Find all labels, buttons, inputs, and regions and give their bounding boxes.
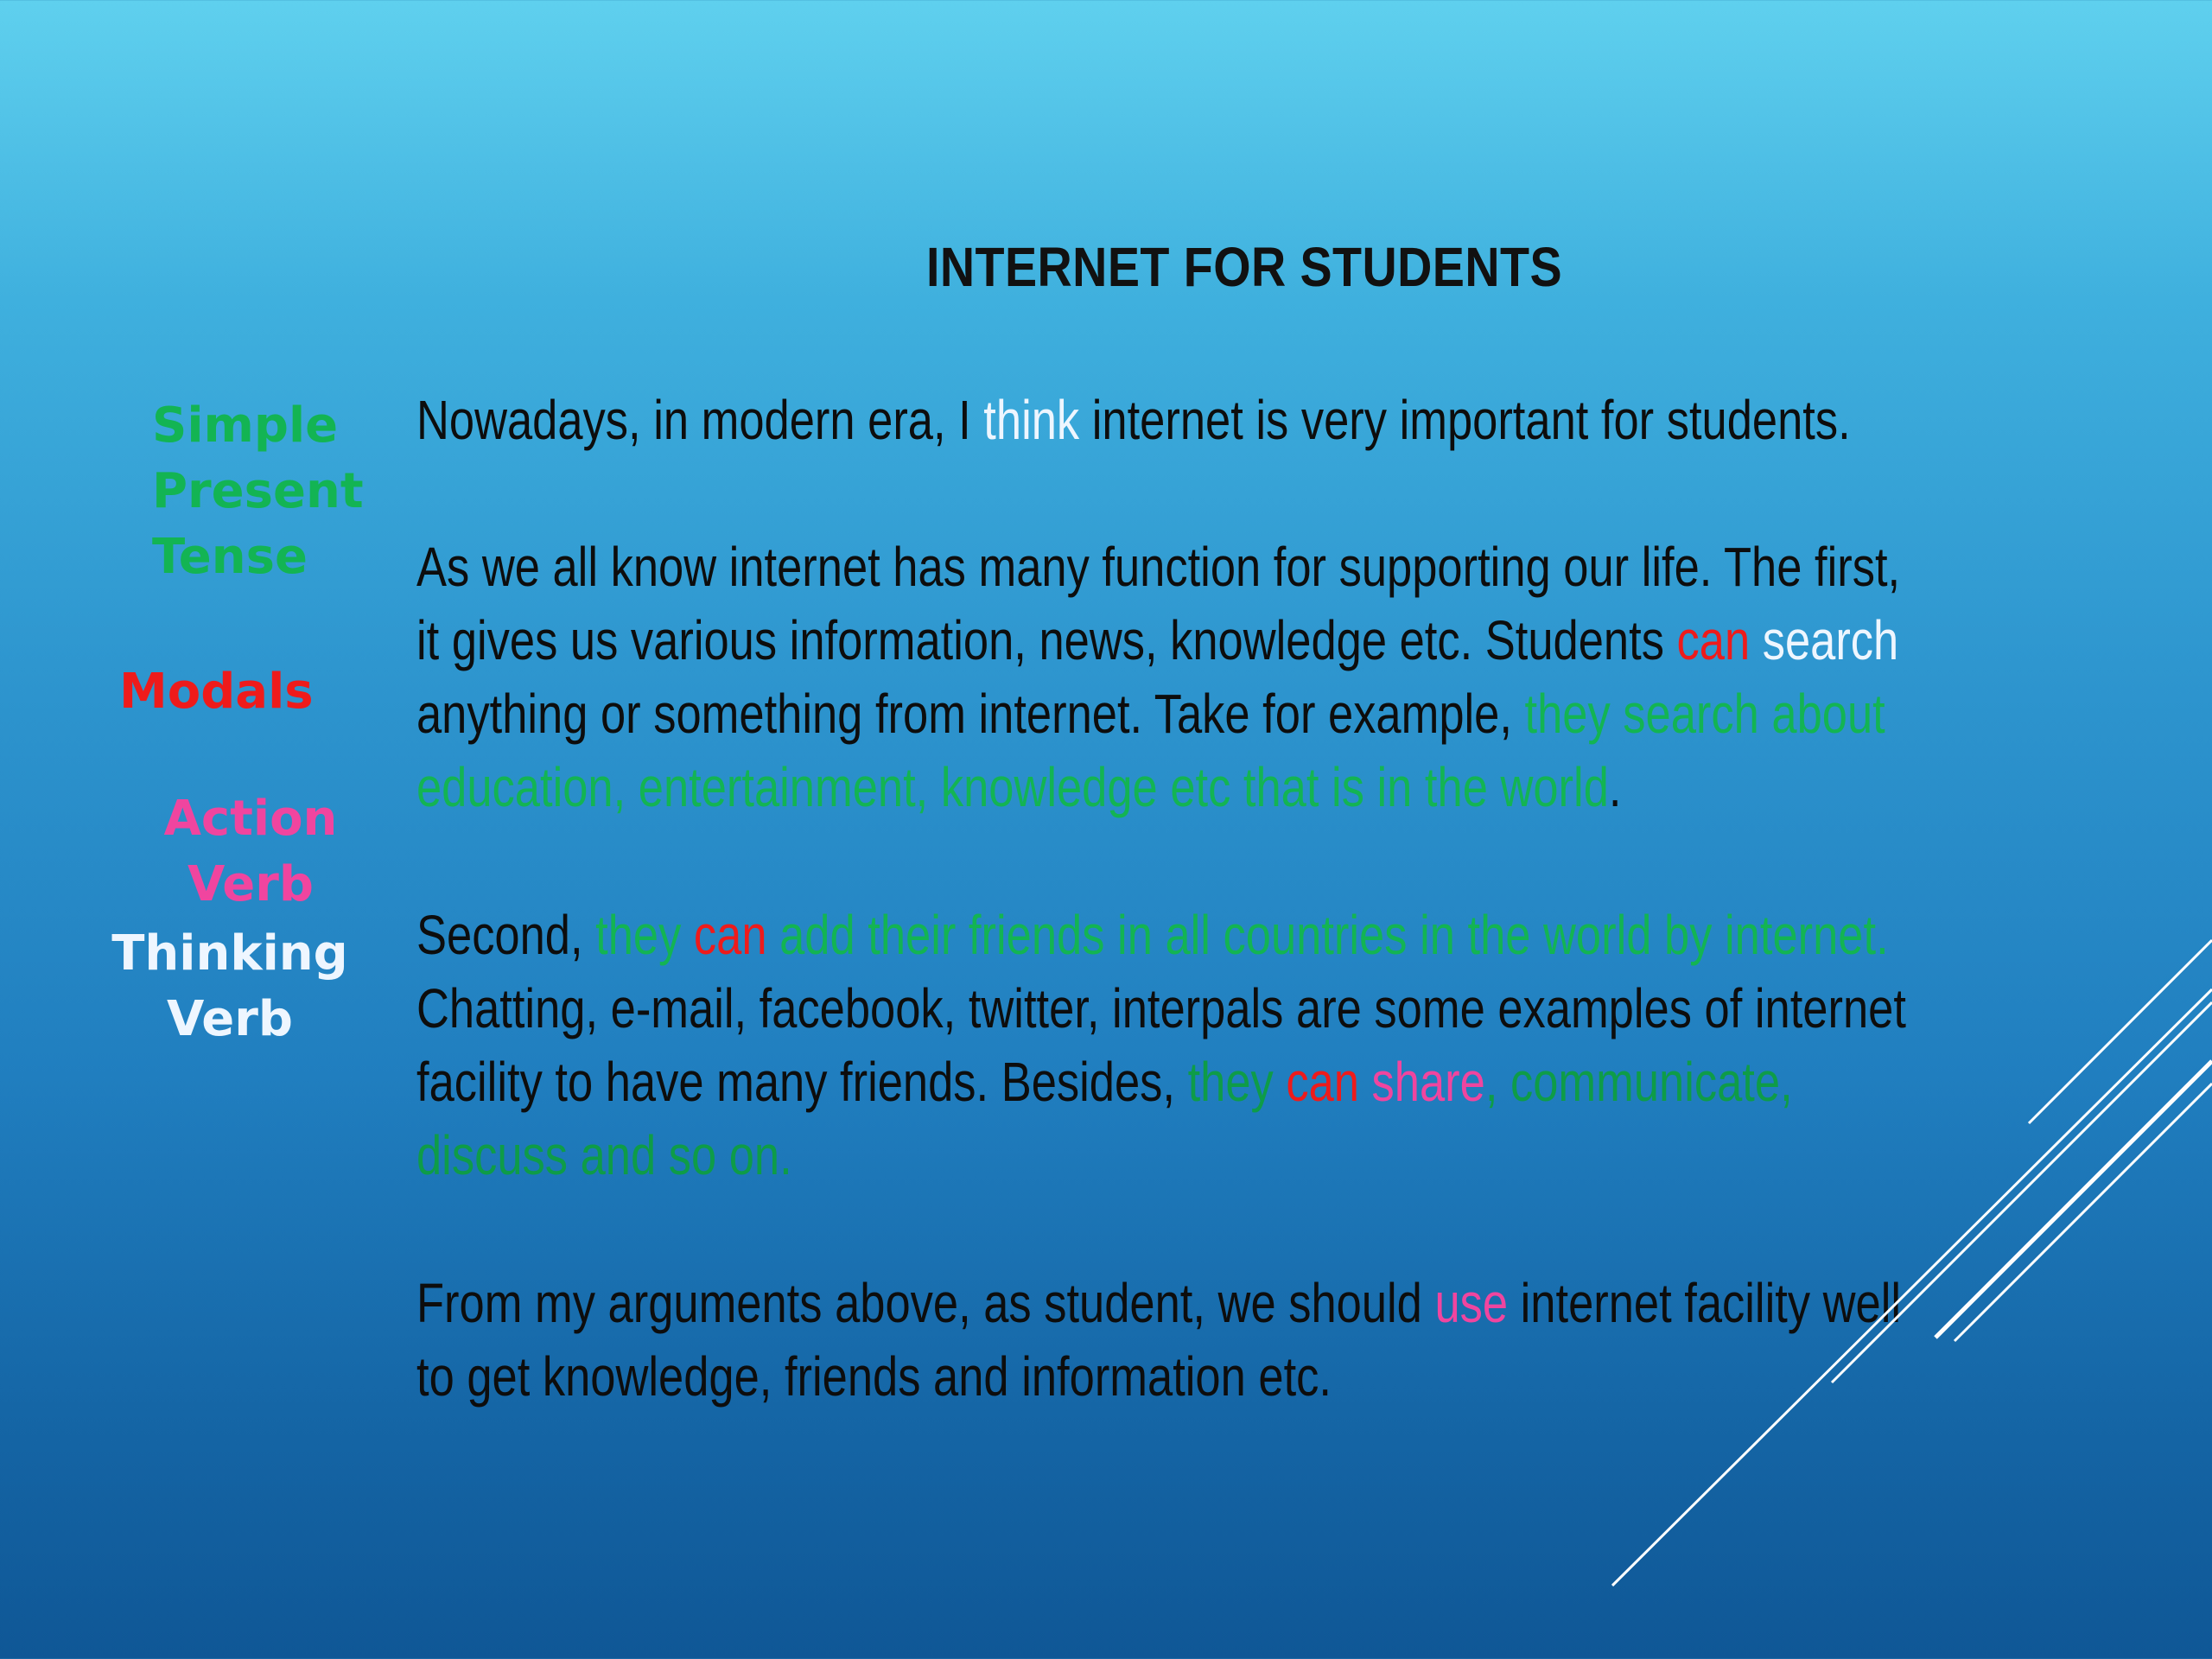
slide-title: INTERNET FOR STUDENTS xyxy=(925,236,1563,298)
simple-present-phrase: education, entertainment, knowledge etc that is in the world xyxy=(416,756,1609,818)
text-run: Nowadays, in modern era, I xyxy=(416,389,984,451)
paragraph-2-line-1: As we all know internet has many function for supporting our life. The first, xyxy=(416,536,1901,598)
text-run: internet is very important for students. xyxy=(1079,389,1851,451)
text-run: Second, xyxy=(416,904,596,966)
action-verb-word: share xyxy=(1371,1051,1485,1113)
text-run: internet facility well xyxy=(1508,1272,1902,1334)
text-run: it gives us various information, news, knowledge etc. Students xyxy=(416,609,1677,671)
simple-present-phrase: , communicate, xyxy=(1484,1051,1793,1113)
modal-word: can xyxy=(1286,1051,1359,1113)
simple-present-phrase: they search about xyxy=(1524,683,1885,745)
legend-thinking-verb-line2: Verb xyxy=(167,991,293,1047)
decorative-line xyxy=(1955,1084,2212,1341)
decorative-line xyxy=(1936,1061,2212,1338)
legend-simple-present-line3: Tense xyxy=(152,529,308,585)
modal-word: can xyxy=(693,904,767,966)
text-run: facility to have many friends. Besides, xyxy=(416,1051,1188,1113)
simple-present-phrase: they xyxy=(1187,1051,1274,1113)
text-run: . xyxy=(1608,756,1622,818)
modal-word: can xyxy=(1676,609,1751,671)
legend-action-verb-line1: Action xyxy=(163,791,338,847)
simple-present-phrase: they xyxy=(595,904,682,966)
legend-action-verb-line2: Verb xyxy=(188,856,314,912)
paragraph-3-line-2: Chatting, e-mail, facebook, twitter, interpals are some examples of internet xyxy=(416,977,1906,1039)
decorative-line xyxy=(1832,1002,2212,1382)
action-verb-word: use xyxy=(1434,1272,1509,1334)
decorative-line xyxy=(1612,989,2212,1586)
paragraph-3-line-4: discuss and so on. xyxy=(416,1124,792,1186)
thinking-verb-word: search xyxy=(1762,609,1899,671)
thinking-verb-word: think xyxy=(983,389,1080,451)
text-run: anything or something from internet. Take for example, xyxy=(416,683,1525,745)
legend-simple-present-line1: Simple xyxy=(152,397,339,454)
paragraph-4-line-2: to get knowledge, friends and information etc. xyxy=(416,1345,1332,1408)
legend-simple-present-line2: Present xyxy=(152,463,364,519)
decorative-line xyxy=(2029,940,2212,1123)
legend-thinking-verb-line1: Thinking xyxy=(111,925,348,982)
simple-present-phrase: add their friends in all countries in the world by internet. xyxy=(779,904,1889,966)
text-run: From my arguments above, as student, we should xyxy=(416,1272,1435,1334)
legend-modals: Modals xyxy=(119,664,314,720)
